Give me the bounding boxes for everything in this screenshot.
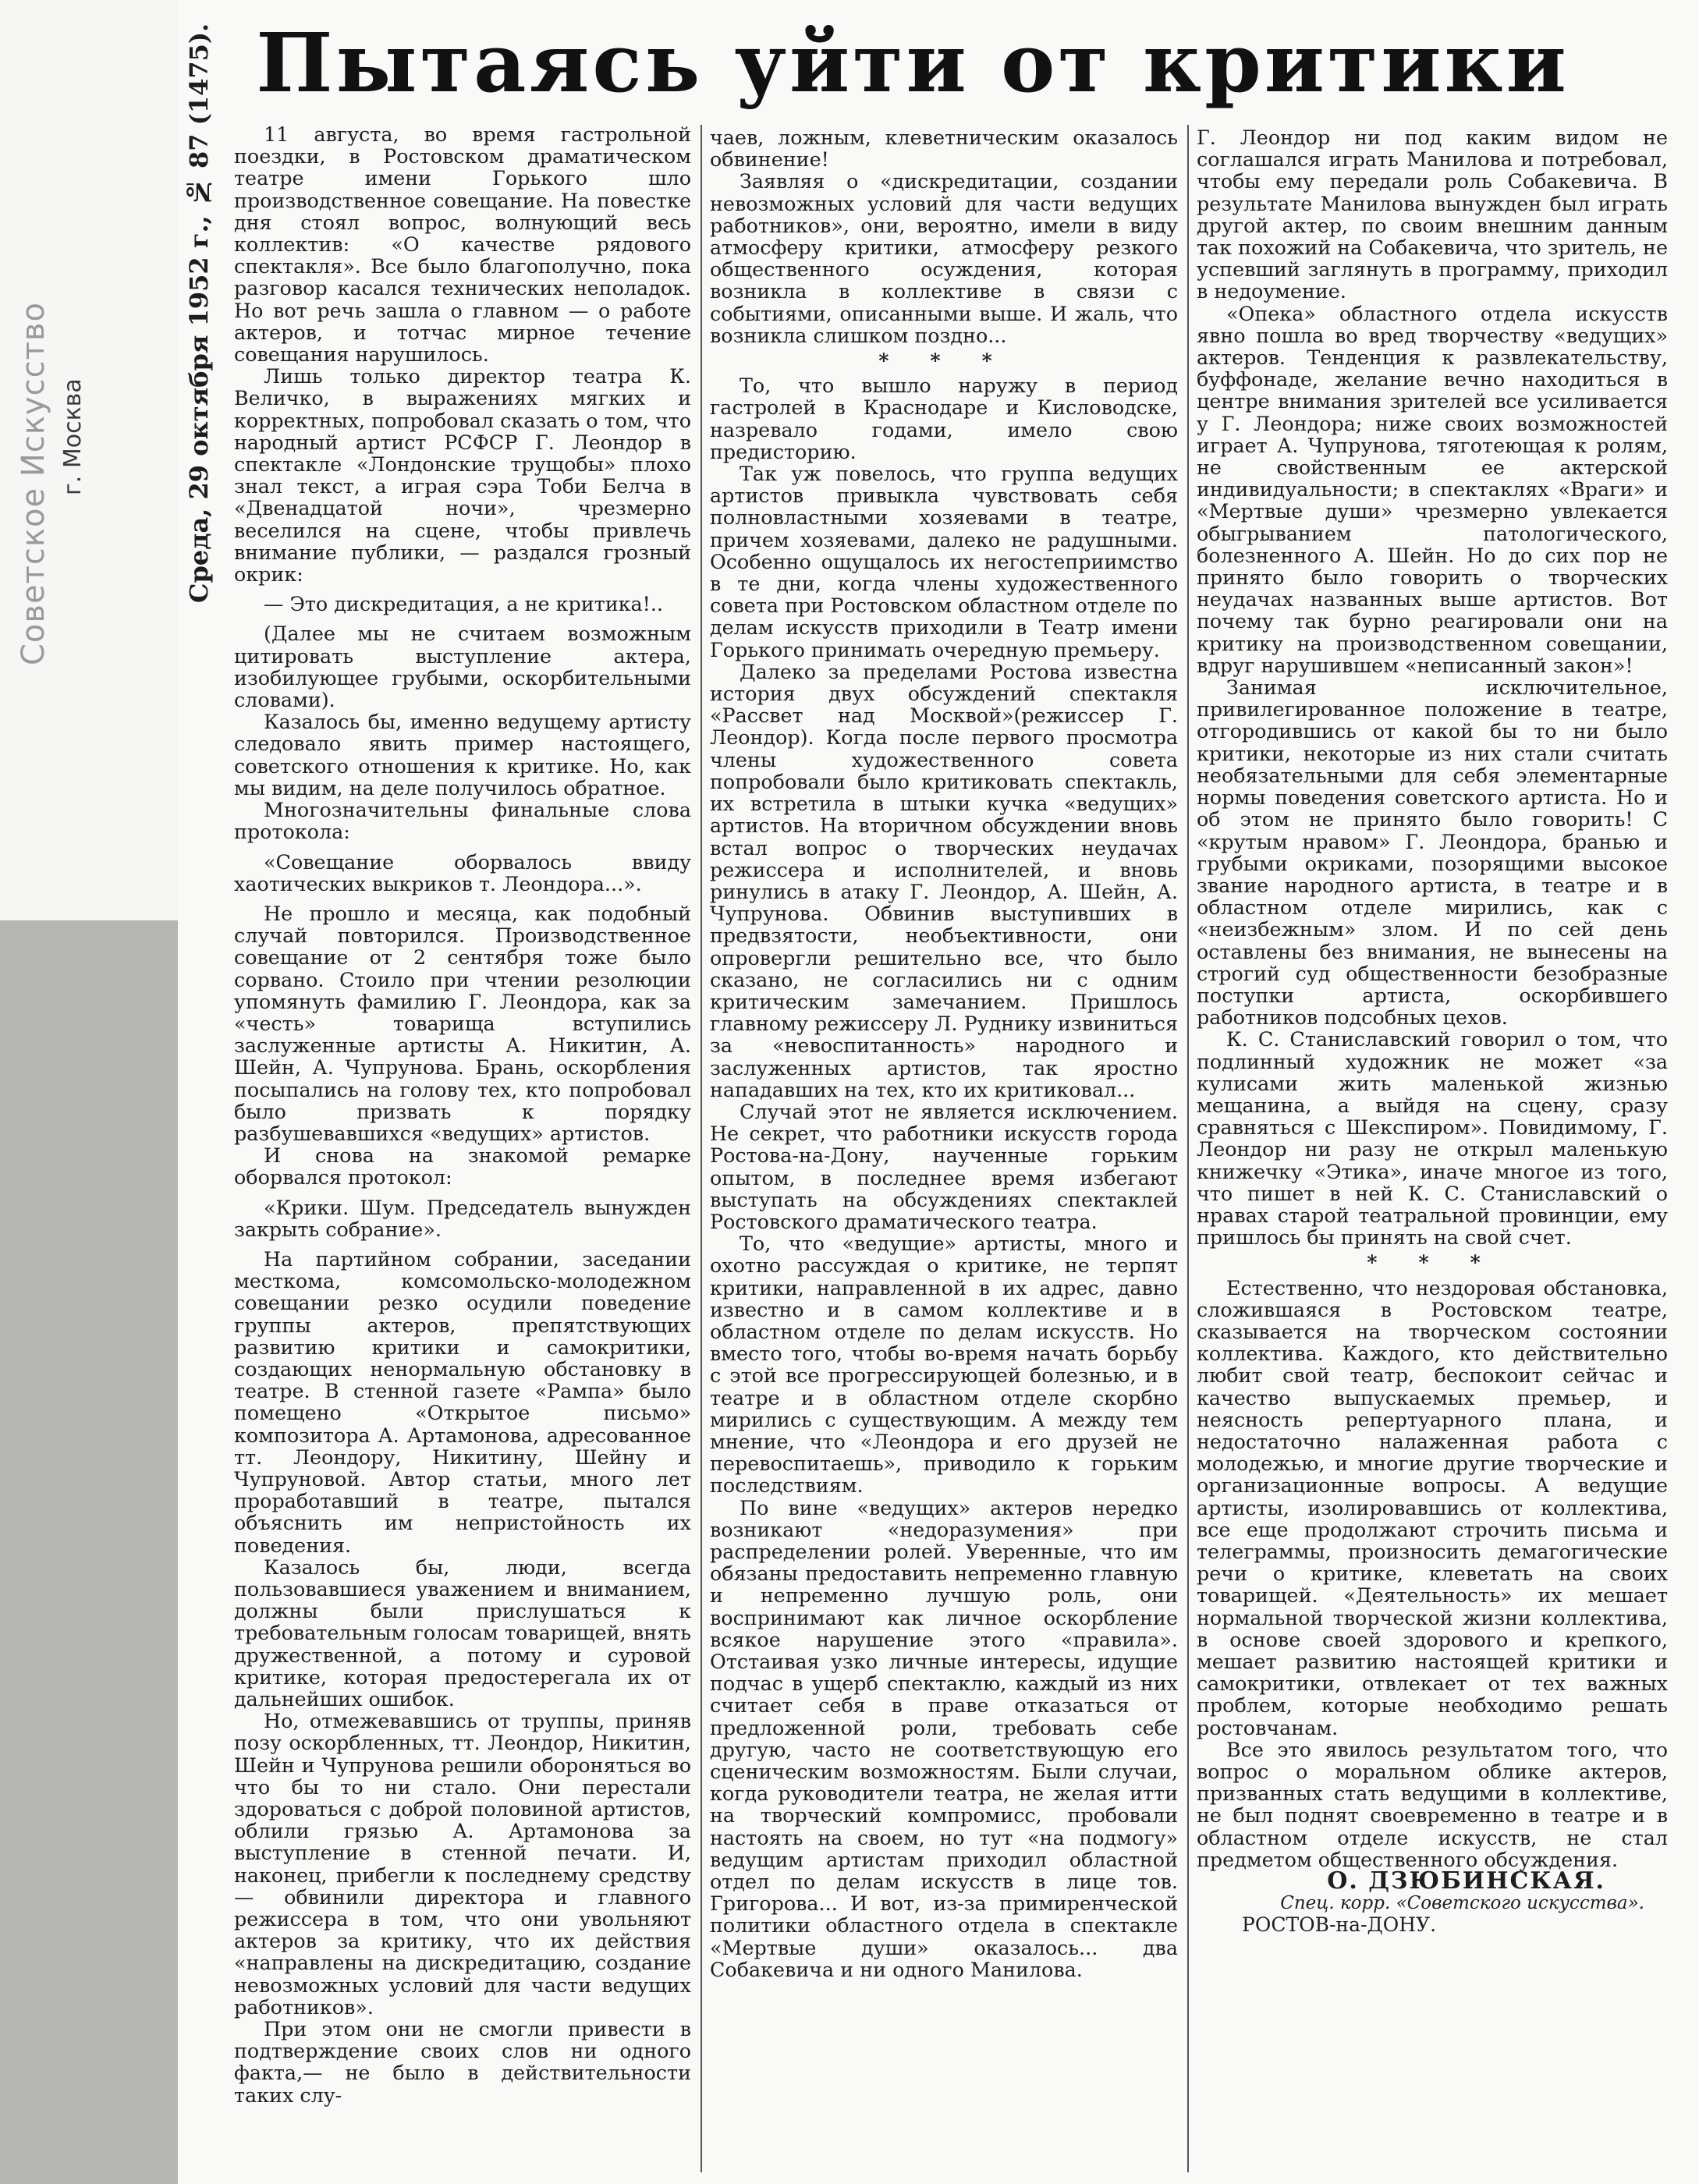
quote: «Совещание оборвалось ввиду хаотических выкриков т. Леондора...». — [234, 849, 691, 895]
paragraph: Казалось бы, именно ведущему артисту следовало явить пример настоящего, советского отношения к критике. Но, как мы видим, на деле получилось обратное. — [234, 710, 691, 800]
paragraph: Г. Леондор ни под каким видом не соглашался играть Манилова и потребовал, чтобы ему передали роль Собакевича. В результате Манилова вынужден был играть другой актер, по своим внешним данным так похожий на Собакевича, что зритель, не успевший заглянуть в программу, приходил в недоумение. — [1197, 126, 1668, 303]
paragraph: Но, отмежевавшись от труппы, приняв позу оскорбленных, тт. Леондор, Никитин, Шейн и Чупрунова решили обороняться во что бы то ни стало. Они перестали здороваться с доброй половиной артистов, облили грязью А. Артамонова за выступление в стенной печати. И, наконец, прибегли к последнему средству — обвинили директора и главного режиссера в том, что они увольняют актеров за критику, что их действия «направлены на дискредитацию, создание невозможных условий для части ведущих работников». — [234, 1709, 691, 2019]
column-divider — [701, 125, 702, 2172]
newspaper-name-stamp: Советское Искусство — [16, 302, 51, 665]
paragraph: «Опека» областного отдела искусств явно пошла во вред творчеству «ведущих» актеров. Тенденция к развлекательству, буффонаде, желание вечно находиться в центре внимания зрителей все усиливается у Г. Леондора; ниже своих возможностей играет А. Чупрунова, тяготеющая к ролям, не свойственным ее актерской индивидуальности; в спектаклях «Враги» и «Мертвые души» чрезмерно увлекается обыгрыванием патологического, болезненного А. Шейн. Но до сих пор не принято было говорить о творческих неудачах названных выше артистов. Вот почему так бурно реагировали они на критику на производственном совещании, вдруг нарушившем «неписанный закон»! — [1197, 301, 1668, 677]
paragraph: К. С. Станиславский говорил о том, что подлинный художник не может «за кулисами жить маленькой жизнью мещанина, а выйдя на сцену, сразу сравняться с Шекспиром». Повидимому, Г. Леондор ни разу не открыл маленькую книжечку «Этика», иначе многое из того, что пишет в ней К. С. Станиславский о нравах старой театральной провинции, ему пришлось бы принять на свой счет. — [1197, 1027, 1668, 1250]
paragraph: И снова на знакомой ремарке оборвался протокол: — [234, 1143, 691, 1190]
paragraph: На партийном собрании, заседании месткома, комсомольско-молодежном совещании резко осудили поведение группы актеров, препятствующих развитию критики и самокритики, создающих ненормальную обстановку в театре. В стенной газете «Рампа» было помещено «Открытое письмо» композитора А. Артамонова, адресованное тт. Леондору, Никитину, Шейну и Чупруновой. Автор статьи, много лет проработавший в театре, пытался объяснить им непристойность их поведения. — [234, 1246, 691, 1557]
section-separator: * * * — [1367, 1250, 1498, 1275]
paragraph: По вине «ведущих» актеров нередко возникают «недоразумения» при распределении ролей. Уверенные, что им обязаны предоставить непременно главную и непременно лучшую роль, они воспринимают как личное оскорбление всякое нарушение этого «правила». Отстаивая узко личные интересы, идущие подчас в ущерб спектаклю, каждый из них считает себя в праве отказаться от предложенной роли, требовать себе другую, часто не соответствующую его сценическим возможностям. Были случаи, когда руководители театра, не желая итти на творческий компромисс, пробовали настоять на своем, но тут «на подмогу» ведущим артистам приходил областной отдел по делам искусств в лице тов. Григорова... И вот, из-за примиренческой политики областного отдела в спектакле «Мертвые души» оказалось... два Собакевича и ни одного Манилова. — [710, 1495, 1178, 1981]
paragraph: 11 августа, во время гастрольной поездки, в Ростовском драматическом театре имени Горького шло производственное совещание. На повестке дня стоял вопрос, волнующий весь коллектив: «О качестве рядового спектакля». Все было благополучно, пока разговор касался технических неполадок. Но вот речь зашла о главном — о работе актеров, и тотчас мирное течение совещания нарушилось. — [234, 123, 691, 367]
newspaper-city: г. Москва — [59, 378, 87, 495]
paragraph: Далеко за пределами Ростова известна история двух обсуждений спектакля «Рассвет над Москвой»(режиссер Г. Леондор). Когда после первого просмотра члены художественного совета попробовали было критиковать спектакль, их встретила в штыки кучка «ведущих» артистов. На вторичном обсуждении вновь встал вопрос о творческих неудачах режиссера и исполнителей, и вновь ринулись в атаку Г. Леондор, А. Шейн, А. Чупрунова. Обвинив выступивших в предвзятости, необъективности, они опровергли решительно все, что было сказано, не согласились ни с одним критическим замечанием. Пришлось главному режиссеру Л. Руднику извиниться за «невоспитанность» народного и заслуженных артистов, так яростно нападавших на тех, кто их критиковал... — [710, 659, 1178, 1101]
paragraph: Естественно, что нездоровая обстановка, сложившаяся в Ростовском театре, сказывается на творческом состоянии коллектива. Каждого, кто действительно любит свой театр, беспокоит сейчас и качество выпускаемых премьер, и неясность репертуарного плана, и недостаточно налаженная работа с молодежью, и многие другие творческие и организационные вопросы. А ведущие артисты, изолировавшись от коллектива, все еще продолжают строчить письма и телеграммы, произносить демагогические речи о критике, клеветать на своих товарищей. «Деятельность» их мешает нормальной творческой жизни коллектива, в основе своей здорового и крепкого, мешает развитию настоящей критики и самокритики, отвлекает от тех важных проблем, которые необходимо решать ростовчанам. — [1197, 1275, 1668, 1739]
article-column-1 — [234, 123, 691, 2151]
article-headline: Пытаясь уйти от критики — [256, 15, 1570, 111]
paragraph: То, что «ведущие» артисты, много и охотно рассуждая о критике, не терпят критики, направленной в их адрес, давно известно и в самом коллективе и в областном отделе по делам искусств. Но вместо того, чтобы во-время начать борьбу с этой все прогрессирующей болезнью, и в театре и в областном отделе скорбно мирились с существующим. А между тем мнение, что «Леондора и его друзей не перевоспитаешь», приводило к горьким последствиям. — [710, 1232, 1178, 1498]
gray-backing — [0, 920, 178, 2184]
paragraph: Казалось бы, люди, всегда пользовавшиеся уважением и вниманием, должны были прислушаться к требовательным голосам товарищей, внять дружественной, а потому и суровой критике, которая предостерегала их от дальнейших ошибок. — [234, 1555, 691, 1711]
paragraph: Лишь только директор театра К. Величко, в выражениях мягких и корректных, попробовал сказать о том, что народный артист РСФСР Г. Леондор в спектакле «Лондонские трущобы» плохо знал текст, а играя сэра Тоби Белча в «Двенадцатой ночи», чрезмерно веселился на сцене, чтобы привлечь внимание публики, — раздался грозный окрик: — [234, 364, 691, 587]
author-signature: О. ДЗЮБИНСКАЯ. — [1327, 1867, 1605, 1895]
paragraph: (Далее мы не считаем возможным цитировать выступление актера, изобилующее грубыми, оскорбительными словами). — [234, 622, 691, 712]
section-separator: * * * — [878, 349, 1009, 373]
article-column-2 — [710, 126, 1178, 2154]
article-column-3 — [1197, 126, 1668, 2154]
author-role: Спец. корр. «Советского искусства». — [1280, 1893, 1644, 1914]
author-location: РОСТОВ-на-ДОНУ. — [1242, 1913, 1437, 1937]
paragraph: То, что вышло наружу в период гастролей в Краснодаре и Кисловодске, назревало годами, имело свою предисторию. — [710, 374, 1178, 463]
quote: «Крики. Шум. Председатель вынужден закрыть собрание». — [234, 1195, 691, 1241]
paragraph: Занимая исключительное, привилегированное положение в театре, отгородившись от какой бы то ни было критики, некоторые из них стали считать необязательными для себя элементарные нормы поведения советского артиста. Но и об этом не принято было говорить! С «крутым нравом» Г. Леондора, бранью и грубыми окриками, позорящими высокое звание народного артиста, в театре и в областном отделе мирились, как с «неизбежным» злом. И по сей день оставлены без внимания, не вынесены на строгий суд общественности безобразные поступки артиста, оскорбившего работников подсобных цехов. — [1197, 675, 1668, 1030]
paragraph: Заявляя о «дискредитации, создании невозможных условий для части ведущих работников», они, вероятно, имели в виду атмосферу критики, атмосферу резкого общественного осуждения, которая возникла в коллективе в связи с событиями, описанными выше. И жаль, что возникла слишком поздно... — [710, 169, 1178, 347]
paragraph: Все это явилось результатом того, что вопрос о моральном облике актеров, призванных стать ведущими в коллективе, не был поднят своевременно в театре и в областном отделе искусств, не стал предметом общественного обсуждения. — [1197, 1737, 1668, 1871]
column-divider — [1187, 125, 1189, 2172]
issue-dateline: Среда, 29 октября 1952 г., № 87 (1475). — [184, 23, 214, 604]
paragraph: При этом они не смогли привести в подтверждение своих слов ни одного факта,— не было в действительности таких слу- — [234, 2017, 691, 2107]
paragraph: чаев, ложным, клеветническим оказалось обвинение! — [710, 126, 1178, 172]
paragraph: Не прошло и месяца, как подобный случай повторился. Производственное совещание от 2 сентября тоже было сорвано. Стоило при чтении резолюции упомянуть фамилию Г. Леондора, как за «честь» товарища вступились заслуженные артисты А. Никитин, А. Шейн, А. Чупрунова. Брань, оскорбления посыпались на голову тех, кто попробовал было призвать к порядку разбушевавшихся «ведущих» артистов. — [234, 901, 691, 1145]
quote: — Это дискредитация, а не критика!.. — [264, 592, 663, 616]
paragraph: Многозначительны финальные слова протокола: — [234, 798, 691, 844]
paragraph: Так уж повелось, что группа ведущих артистов привыкла чувствовать себя полновластными хозяевами в театре, причем хозяевами, далеко не радушными. Особенно ощущалось их негостеприимство в те дни, когда члены художественного совета при Ростовском областном отделе по делам искусств приходили в Театр имени Горького принимать очередную премьеру. — [710, 462, 1178, 661]
paragraph: Случай этот не является исключением. Не секрет, что работники искусств города Ростова-на-Дону, наученные горьким опытом, в последнее время избегают выступать на обсуждениях спектаклей Ростовского драматического театра. — [710, 1099, 1178, 1233]
